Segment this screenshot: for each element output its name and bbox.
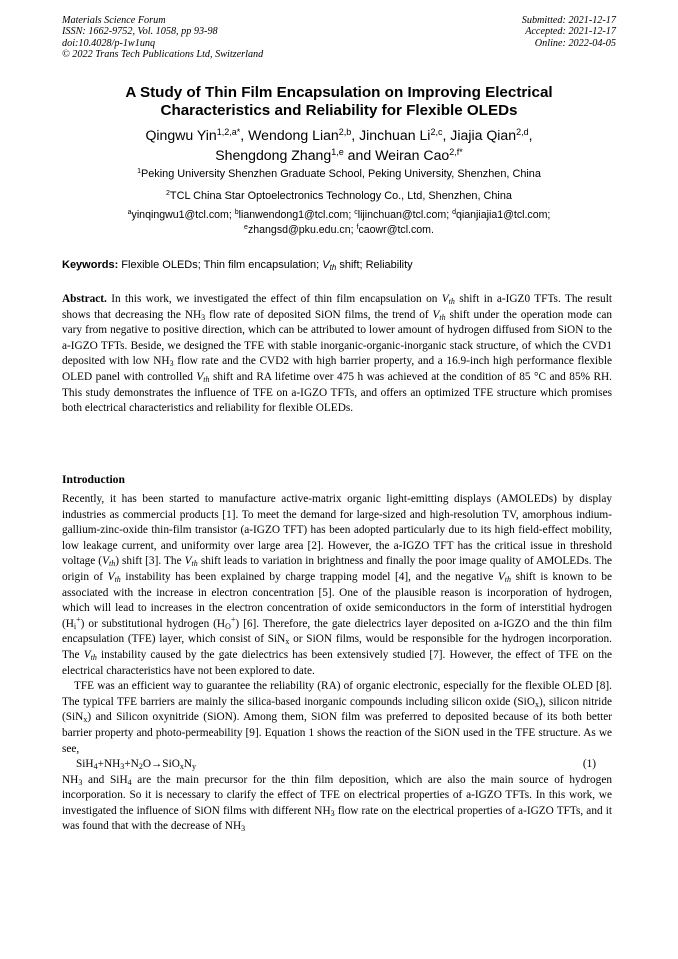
vth-symbol: V <box>83 648 91 661</box>
subscript: x <box>179 762 184 772</box>
vth-subscript: th <box>114 574 121 584</box>
author-name: Shengdong Zhang <box>215 147 332 163</box>
body-text: and SiH <box>82 773 128 786</box>
intro-paragraph-1 <box>62 492 612 679</box>
journal-copyright: © 2022 Trans Tech Publications Ltd, Switzerland <box>62 48 264 60</box>
author-name: Jiajia Qian <box>450 127 517 143</box>
vth-symbol: V <box>497 570 505 583</box>
vth-symbol: V <box>196 370 204 383</box>
body-text: are the main precursor for the thin film deposition, which are also the main source of hydrogen incorporation. So it is necessary to clarify the effect of TFE on electrical properties of a-IGZO TFTs. In this work, we investigated the influence of SiON films with different NH <box>62 773 612 817</box>
eq-term: SiH <box>76 758 94 771</box>
equation-1 <box>62 757 612 773</box>
abstract-text: In this work, we investigated the effect of thin film encapsulation on <box>106 293 442 305</box>
subscript: x <box>534 699 539 709</box>
publication-dates <box>522 15 616 49</box>
author-list <box>62 125 616 165</box>
eq-term: +N <box>124 758 139 771</box>
vth-symbol: V <box>322 259 330 271</box>
subscript: 3 <box>169 359 174 369</box>
body-text: Recently, it has been started to manufacture active-matrix organic light-emitting displays (AMOLEDs) by display industries as commercial products [1]. To meet the demand for large-sized and high-resolution TV, amorphous indium- gallium-zinc-oxide thin-film transistor (a-IGZO TFT) has been adopted particularly due to its high field-effect mobility, low leakage current, and uniformity over large area [2]. However, the a-IGZO TFT has the critical issue in threshold voltage ( <box>62 493 612 568</box>
equation-formula <box>76 757 196 773</box>
author-sep: , <box>351 127 360 143</box>
body-text: ) or substitutional hydrogen (H <box>80 617 226 630</box>
vth-subscript: th <box>329 263 337 272</box>
body-text: flow rate on the electrical properties of a-IGZO TFTs, and it was found that with the decrease of NH <box>62 804 612 833</box>
affiliation-2 <box>62 190 616 203</box>
abstract-label: Abstract. <box>62 293 107 305</box>
superscript: + <box>76 614 81 624</box>
email-mark: e <box>244 223 248 231</box>
email-link[interactable]: zhangsd@pku.edu.cn; <box>247 223 357 236</box>
vth-subscript: th <box>191 559 198 569</box>
intro-paragraph-2 <box>62 679 612 757</box>
date-accepted: Accepted: 2021-12-17 <box>525 26 616 38</box>
vth-symbol: V <box>184 555 192 568</box>
email-link[interactable]: lianwendong1@tcl.com; <box>238 209 355 221</box>
body-text: instability caused by the gate dielectrics has been extensively studied [7]. However, the effect of TFE on the electrical characteristics have not been explored to date. <box>62 648 612 677</box>
author-affil-mark: 2,d <box>516 127 529 137</box>
body-text: NH <box>62 773 79 786</box>
email-link[interactable]: caowr@tcl.com. <box>358 223 434 236</box>
keywords-text: shift; Reliability <box>336 259 413 271</box>
vth-symbol: V <box>441 293 449 305</box>
introduction-body <box>62 492 612 835</box>
abstract-paragraph <box>62 292 612 417</box>
vth-subscript: th <box>108 559 116 569</box>
vth-subscript: th <box>439 312 446 322</box>
subscript: x <box>285 637 290 647</box>
subscript: 3 <box>78 777 83 787</box>
vth-symbol: V <box>432 308 440 321</box>
eq-term: +NH <box>97 758 121 771</box>
body-text: ), silicon nitride (SiN <box>62 695 612 724</box>
vth-subscript: th <box>448 297 455 306</box>
abstract-text: shift in a-IGZ0 TFTs. The result shows that decreasing the NH <box>62 293 612 321</box>
vth-subscript: th <box>90 652 97 662</box>
affiliation-text: TCL China Star Optoelectronics Technology Co., Ltd, Shenzhen, China <box>169 190 512 202</box>
affiliation-1 <box>62 168 616 181</box>
author-affil-mark: 2,c <box>430 127 443 137</box>
author-name: Weiran Cao <box>375 147 450 163</box>
date-online: Online: 2022-04-05 <box>534 37 616 49</box>
journal-doi: doi:10.4028/p-1w1unq <box>62 37 156 49</box>
body-text: ) [6]. Therefore, the gate dielectrics layer deposited on a-IGZO and the thin film encapsulation (TFE) layer, which consist of SiN <box>62 617 613 646</box>
author-sep: and <box>343 147 376 163</box>
subscript: 4 <box>127 777 132 787</box>
subscript: x <box>83 715 88 725</box>
title-line-1: A Study of Thin Film Encapsulation on Improving Electrical <box>125 84 553 101</box>
eq-term: O→SiO <box>142 758 180 771</box>
abstract-text: flow rate and the CVD2 with high barrier property, and a 16.9-inch high performance flexible OLED panel with controlled <box>62 355 612 383</box>
affiliation-mark: 1 <box>137 168 141 175</box>
equation-number: (1) <box>582 758 596 771</box>
keywords-line <box>62 258 616 272</box>
affiliation-mark: 2 <box>166 190 170 197</box>
body-text: ) shift [3]. The <box>115 555 185 568</box>
subscript: 3 <box>120 762 125 772</box>
journal-issn: ISSN: 1662-9752, Vol. 1058, pp 93-98 <box>62 26 218 38</box>
subscript: 2 <box>138 762 143 772</box>
body-text: ) and Silicon oxynitride (SiON). Among them, SiON film was preferred to deposited because of its both better barrier property and photo-permeability [9]. Equation 1 shows the reaction of the SiON used in the TFE structure. As we see, <box>62 711 612 755</box>
subscript: 3 <box>201 312 206 322</box>
vth-subscript: th <box>203 374 210 384</box>
author-name: Wendong Lian <box>248 127 339 143</box>
title-line-2: Characteristics and Reliability for Flexible OLEDs <box>160 102 518 119</box>
body-text: TFE was an efficient way to guarantee the reliability (RA) of organic electronic, especially for the flexible OLED [8]. The typical TFE barriers are mainly the silica-based inorganic compounds including silicon oxide (SiO <box>62 680 612 708</box>
email-mark: c <box>354 209 358 216</box>
abstract-text: shift under the operation mode can vary from negative to positive direction, which can be attributed to lower amount of hydrogen diffused from SiON to the a-IGZO TFTs. Beside, we designed the TFE with stable inorganic-organic-inorganic stack structure, of which the CVD1 deposited with low NH <box>62 308 612 368</box>
body-text: or SiON films, would be responsible for the hydrogen incorporation. The <box>62 633 612 661</box>
keywords-label: Keywords: <box>62 259 119 271</box>
author-emails <box>62 208 616 237</box>
keywords-text: Flexible OLEDs; Thin film encapsulation; <box>118 259 323 271</box>
body-text: instability has been explained by charge trapping model [4], and the negative <box>120 570 498 583</box>
subscript: 3 <box>241 824 246 834</box>
author-sep: , <box>240 127 249 143</box>
subscript: O <box>225 621 231 631</box>
subscript: y <box>192 762 197 772</box>
author-affil-mark: 2,b <box>338 127 352 137</box>
affiliation-text: Peking University Shenzhen Graduate School, Peking University, Shenzhen, China <box>140 168 541 180</box>
email-mark: a <box>127 209 132 216</box>
journal-info <box>62 15 263 60</box>
author-affil-mark: 1,e <box>331 147 344 157</box>
subscript: 4 <box>93 762 98 772</box>
author-name: Jinchuan Li <box>359 127 431 143</box>
author-affil-mark: 1,2,a* <box>216 127 241 137</box>
subscript: i <box>73 621 77 631</box>
email-link[interactable]: qianjiajia1@tcl.com; <box>456 209 551 221</box>
email-mark: b <box>234 209 239 216</box>
vth-symbol: V <box>102 555 109 568</box>
paper-title <box>62 84 616 120</box>
subscript: 3 <box>330 808 335 818</box>
date-submitted: Submitted: 2021-12-17 <box>521 15 616 26</box>
journal-name: Materials Science Forum <box>62 15 166 26</box>
vth-subscript: th <box>504 574 512 584</box>
author-name: Qingwu Yin <box>145 127 217 143</box>
abstract-text: flow rate of deposited SiON films, the trend of <box>205 308 433 321</box>
email-link[interactable]: lijinchuan@tcl.com; <box>357 209 453 221</box>
section-heading-introduction: Introduction <box>62 473 125 486</box>
email-link[interactable]: yinqingwu1@tcl.com; <box>131 209 235 221</box>
intro-paragraph-3 <box>62 773 612 835</box>
author-sep: , <box>442 127 451 143</box>
email-mark: f <box>356 223 359 231</box>
body-text: shift leads to variation in brightness and finally the poor image quality of AMOLEDs. The origin of <box>62 555 613 583</box>
author-affil-mark: 2,f* <box>449 147 463 157</box>
author-sep: , <box>528 127 533 143</box>
vth-symbol: V <box>107 570 115 583</box>
abstract-text: shift and RA lifetime over 475 h was achieved at the condition of 85 °C and 85% RH. This study demonstrates the influence of TFE on a-IGZO TFTs, and offers an optimized TFE structure which promises both electrical characteristics and reliability for flexible OLEDs. <box>62 370 612 415</box>
email-mark: d <box>452 209 456 216</box>
body-text: shift is known to be associated with the increase in electron concentration [5]. One of the plausible reason is incorporation of hydrogen, which will lead to increases in the electron concentration of oxide semiconductors in the form of interstitial hydrogen (H <box>62 570 612 630</box>
superscript: + <box>230 614 236 624</box>
eq-term: N <box>183 758 193 771</box>
